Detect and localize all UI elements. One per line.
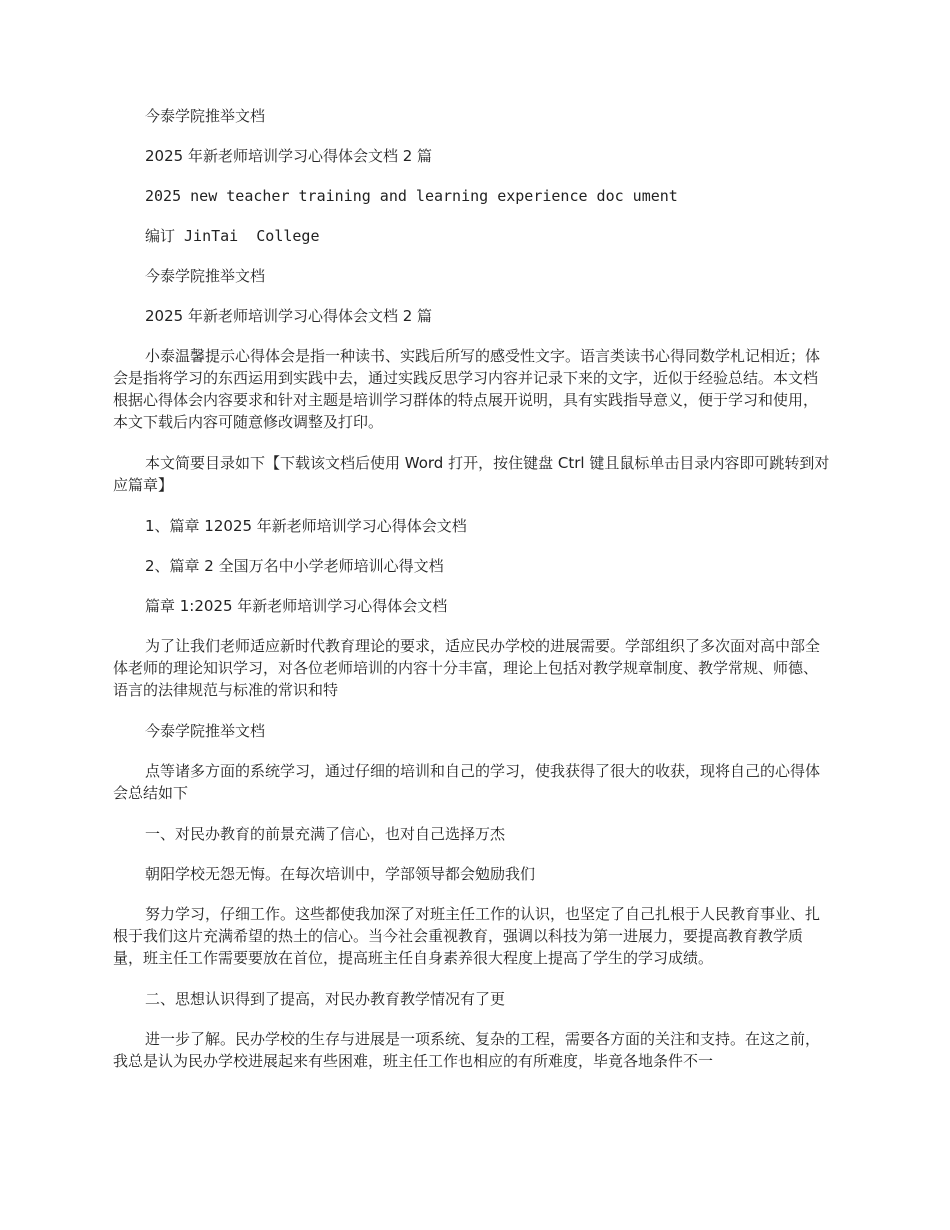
toc-intro: 本文简要目录如下【下载该文档后使用 Word 打开，按住键盘 Ctrl 键且鼠标单击目录内容即可跳转到对应篇章】	[113, 454, 830, 494]
toc-item-2[interactable]: 2、篇章 2 全国万名中小学老师培训心得文档	[145, 557, 444, 575]
chapter-1-heading: 篇章 1:2025 年新老师培训学习心得体会文档	[145, 597, 448, 615]
body-paragraph-3: 朝阳学校无怨无悔。在每次培训中，学部领导都会勉励我们	[145, 865, 536, 883]
body-paragraph-4: 努力学习，仔细工作。这些都使我加深了对班主任工作的认识，也坚定了自己扎根于人民教育事业、扎根于我们这片充满希望的热土的信心。当今社会重视教育，强调以科技为第一进展力，要提高教育教学质量，班主任工作需要要放在首位，提高班主任自身素养很大程度上提高了学生的学习成绩。	[113, 905, 821, 967]
body-paragraph-5: 进一步了解。民办学校的生存与进展是一项系统、复杂的工程，需要各方面的关注和支持。在这之前，我总是认为民办学校进展起来有些困难，班主任工作也相应的有所难度，毕竟各地条件不一	[113, 1030, 821, 1070]
header-recommend-page2: 今泰学院推举文档	[145, 722, 266, 740]
header-recommend: 今泰学院推举文档	[145, 107, 266, 125]
doc-title-cn: 2025 年新老师培训学习心得体会文档 2 篇	[145, 147, 433, 165]
section-heading-1: 一、对民办教育的前景充满了信心，也对自己选择万杰	[145, 825, 506, 843]
doc-editor: 编订 JinTai College	[145, 227, 320, 245]
header-recommend-repeat: 今泰学院推举文档	[145, 267, 266, 285]
body-paragraph-2: 点等诸多方面的系统学习，通过仔细的培训和自己的学习，使我获得了很大的收获，现将自己的心得体会总结如下	[113, 762, 821, 802]
doc-title-cn-repeat: 2025 年新老师培训学习心得体会文档 2 篇	[145, 307, 433, 325]
doc-title-en: 2025 new teacher training and learning experience doc ument	[145, 187, 678, 205]
toc-item-1[interactable]: 1、篇章 12025 年新老师培训学习心得体会文档	[145, 517, 467, 535]
intro-paragraph: 小泰温馨提示心得体会是指一种读书、实践后所写的感受性文字。语言类读书心得同数学札记相近；体会是指将学习的东西运用到实践中去，通过实践反思学习内容并记录下来的文字，近似于经验总结。本文档根据心得体会内容要求和针对主题是培训学习群体的特点展开说明，具有实践指导意义，便于学习和使用，本文下载后内容可随意修改调整及打印。	[113, 347, 821, 431]
section-heading-2: 二、思想认识得到了提高，对民办教育教学情况有了更	[145, 990, 506, 1008]
body-paragraph-1: 为了让我们老师适应新时代教育理论的要求，适应民办学校的进展需要。学部组织了多次面对高中部全体老师的理论知识学习，对各位老师培训的内容十分丰富，理论上包括对教学规章制度、教学常规、师德、语言的法律规范与标准的常识和特	[113, 637, 821, 699]
document-page	[113, 105, 830, 1072]
